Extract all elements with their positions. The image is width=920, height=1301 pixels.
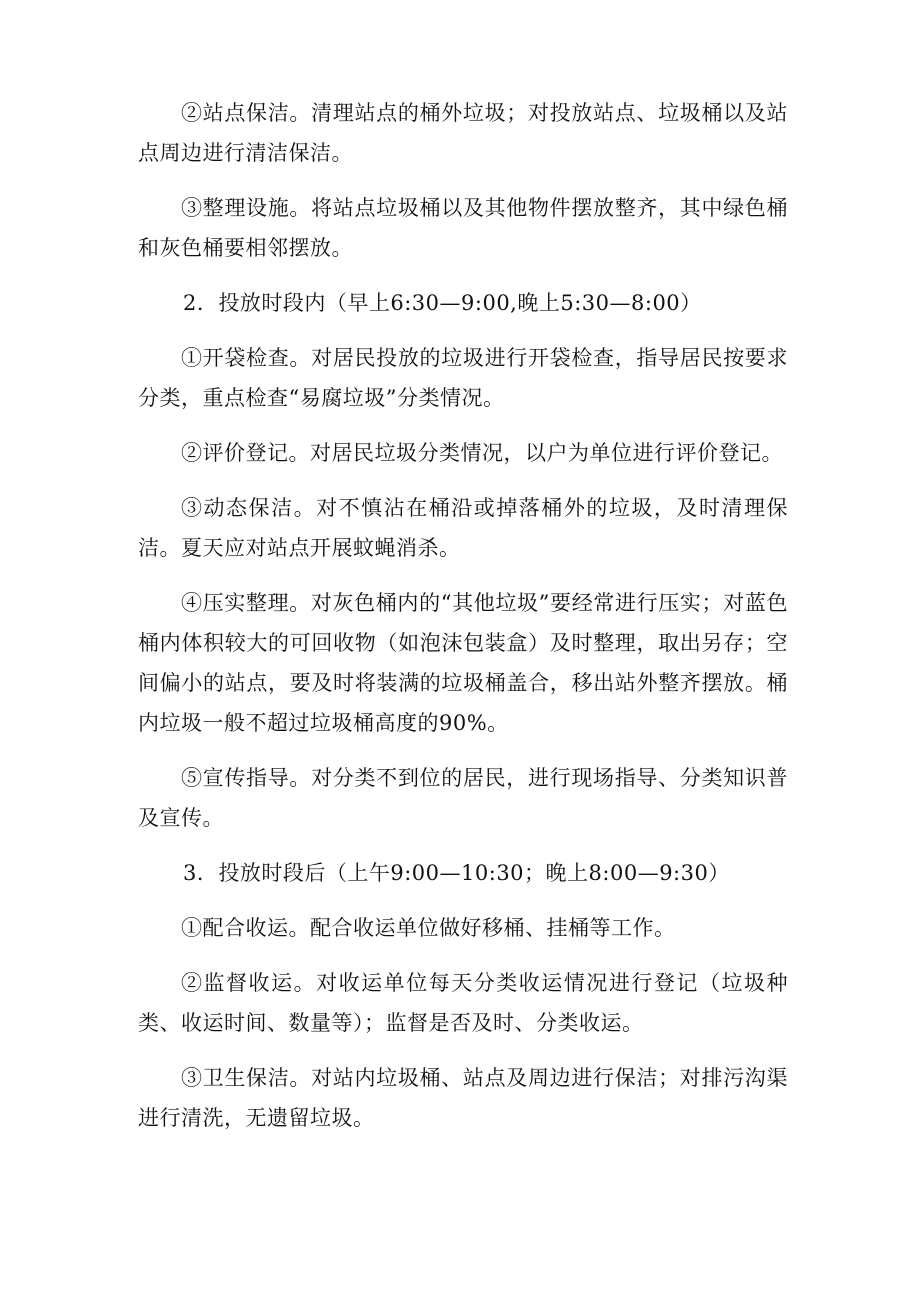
- paragraph-bag-inspection: ①开袋检查。对居民投放的垃圾进行开袋检查，指导居民按要求分类，重点检查“易腐垃圾”分类情况。: [138, 346, 788, 410]
- paragraph-sanitation: ③卫生保洁。对站内垃圾桶、站点及周边进行保洁；对排污沟渠进行清洗，无遗留垃圾。: [138, 1066, 788, 1130]
- section-heading-after-disposal: 3．投放时段后（上午9:00—10:30；晚上8:00—9:30）: [183, 861, 730, 885]
- paragraph-publicity-guidance: ⑤宣传指导。对分类不到位的居民，进行现场指导、分类知识普及宣传。: [138, 766, 788, 830]
- paragraph-assist-collection: ①配合收运。配合收运单位做好移桶、挂桶等工作。: [181, 916, 676, 940]
- paragraph-dynamic-cleaning: ③动态保洁。对不慎沾在桶沿或掉落桶外的垃圾，及时清理保洁。夏天应对站点开展蚊蝇消杀。: [138, 496, 788, 560]
- section-heading-during-disposal: 2．投放时段内（早上6:30—9:00,晚上5:30—8:00）: [183, 291, 702, 315]
- paragraph-compaction: ④压实整理。对灰色桶内的“其他垃圾”要经常进行压实；对蓝色桶内体积较大的可回收物（如泡沫包装盒）及时整理，取出另存；空间偏小的站点，要及时将装满的垃圾桶盖合，移出站外整齐摆放。桶内垃圾一般不超过垃圾桶高度的90%。: [138, 591, 788, 735]
- paragraph-arrange-facilities: ③整理设施。将站点垃圾桶以及其他物件摆放整齐，其中绿色桶和灰色桶要相邻摆放。: [138, 196, 788, 260]
- paragraph-supervise-collection: ②监督收运。对收运单位每天分类收运情况进行登记（垃圾种类、收运时间、数量等）；监督是否及时、分类收运。: [138, 971, 788, 1035]
- paragraph-evaluation-registration: ②评价登记。对居民垃圾分类情况，以户为单位进行评价登记。: [181, 441, 783, 465]
- paragraph-station-cleaning: ②站点保洁。清理站点的桶外垃圾；对投放站点、垃圾桶以及站点周边进行清洁保洁。: [138, 101, 788, 165]
- document-body: [138, 93, 788, 1153]
